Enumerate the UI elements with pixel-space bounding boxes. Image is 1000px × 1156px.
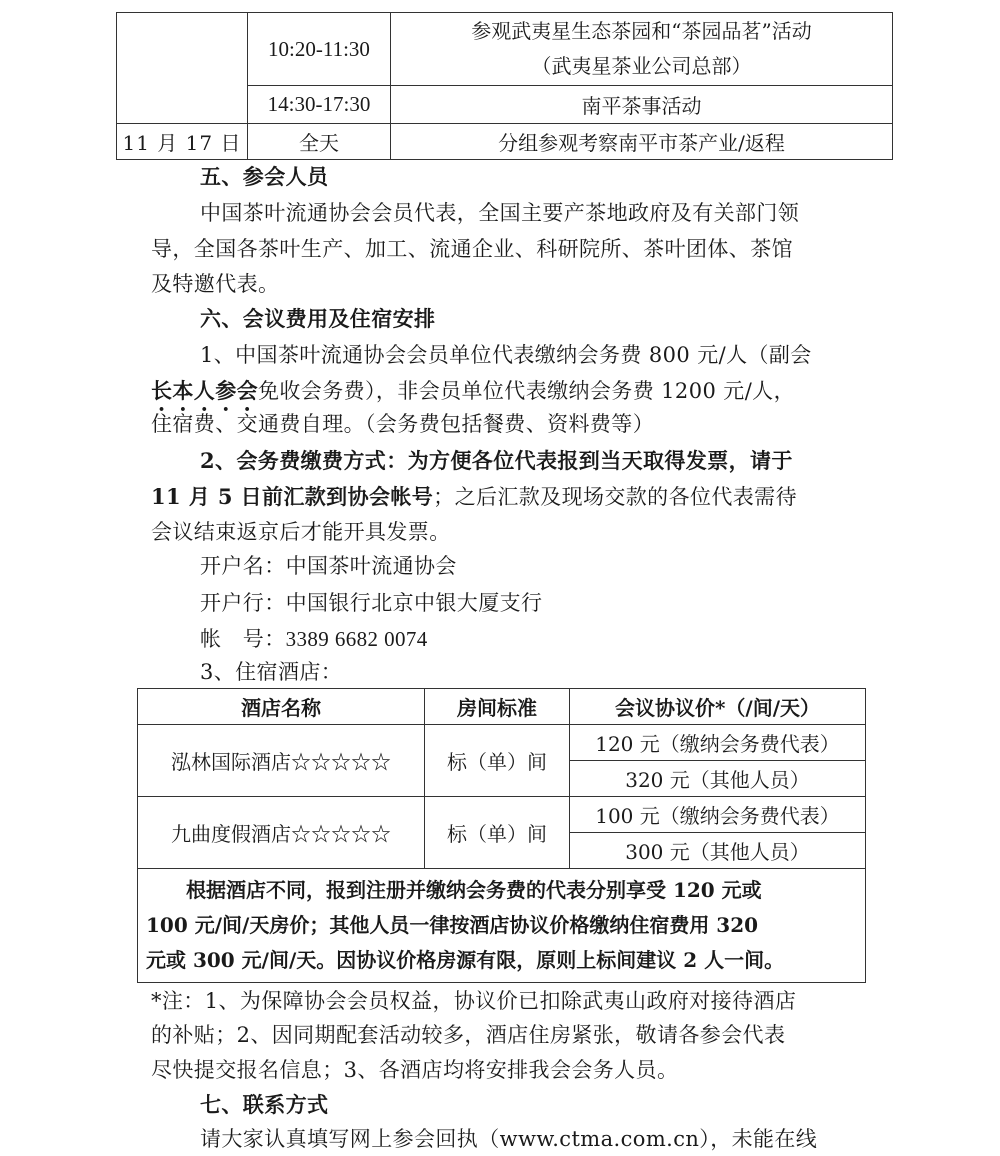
schedule-date-cell: 11 月 17 日 <box>117 124 248 160</box>
deadline-text: 11 月 5 日前汇款到协会帐号 <box>151 484 434 509</box>
footnote-line: *注：1、为保障协会会员权益，协议价已扣除武夷山政府对接待酒店 <box>151 989 797 1013</box>
schedule-time-cell: 14:30-17:30 <box>248 86 391 124</box>
column-header: 会议协议价*（/间/天） <box>570 689 866 725</box>
price-cell: 300 元（其他人员） <box>570 833 866 869</box>
table-row <box>117 124 893 160</box>
hotel-note-line: 100 元/间/天房价；其他人员一律按酒店协议价格缴纳住宿费用 320 <box>146 913 759 937</box>
column-header: 酒店名称 <box>138 689 425 725</box>
fee-item1-line: 住宿费、交通费自理。（会务费包括餐费、资料费等） <box>151 412 655 436</box>
fee-item2-line: 会议结束返京后才能开具发票。 <box>151 520 451 544</box>
room-type-cell: 标（单）间 <box>425 725 570 797</box>
schedule-time-cell: 10:20-11:30 <box>248 13 391 86</box>
column-header: 房间标准 <box>425 689 570 725</box>
section5-text-line: 中国茶叶流通协会会员代表，全国主要产茶地政府及有关部门领 <box>200 201 800 225</box>
schedule-time-cell: 全天 <box>248 124 391 160</box>
account-name-line: 开户名：中国茶叶流通协会 <box>200 554 457 578</box>
hotel-name: 九曲度假酒店 <box>171 822 291 846</box>
table-header-row <box>138 689 866 725</box>
fee-item2-rest: ；之后汇款及现场交款的各位代表需待 <box>433 485 797 509</box>
hotel-name-cell <box>138 797 425 869</box>
star-rating-icon: ☆☆☆☆☆ <box>291 822 391 846</box>
account-number-label: 帐 号： <box>200 627 286 651</box>
schedule-table <box>116 12 893 160</box>
section7-heading: 七、联系方式 <box>200 1092 329 1117</box>
footnote-line: 尽快提交报名信息；3、各酒店均将安排我会会务人员。 <box>151 1058 679 1082</box>
section7-text-line: 请大家认真填写网上参会回执（www.ctma.com.cn），未能在线 <box>200 1127 818 1151</box>
section5-text-line: 导，全国各茶叶生产、加工、流通企业、科研院所、茶叶团体、茶馆 <box>151 237 793 261</box>
hotel-item-line: 3、住宿酒店： <box>200 660 343 684</box>
section5-text-line: 及特邀代表。 <box>151 272 280 296</box>
section5-heading: 五、参会人员 <box>200 164 329 189</box>
hotel-name: 泓林国际酒店 <box>171 750 291 774</box>
fee-item2-line: 2、会务费缴费方式：为方便各位代表报到当天取得发票，请于 <box>200 448 793 473</box>
fee-item2-line <box>151 480 797 514</box>
footnote-line: 的补贴；2、因同期配套活动较多，酒店住房紧张，敬请各参会代表 <box>151 1023 786 1047</box>
fee-item1-line: 1、中国茶叶流通协会会员单位代表缴纳会务费 800 元/人（副会 <box>200 343 812 367</box>
price-cell: 320 元（其他人员） <box>570 761 866 797</box>
account-number-line <box>200 622 428 656</box>
table-row <box>138 869 866 983</box>
fee-item1-rest: 免收会务费），非会员单位代表缴纳会务费 1200 元/人， <box>258 379 795 403</box>
hotel-note-cell <box>138 869 866 983</box>
price-cell: 100 元（缴纳会务费代表） <box>570 797 866 833</box>
table-row <box>117 13 893 86</box>
room-type-cell: 标（单）间 <box>425 797 570 869</box>
schedule-activity-cell: 分组参观考察南平市茶产业/返程 <box>391 124 893 160</box>
schedule-activity-cell <box>391 13 893 86</box>
emphasis-text: 长本人参会 <box>151 378 258 403</box>
table-row <box>138 797 866 833</box>
account-number: 3389 6682 0074 <box>285 627 428 651</box>
hotel-note-line: 根据酒店不同，报到注册并缴纳会务费的代表分别享受 120 元或 <box>186 878 762 902</box>
schedule-date-cell <box>117 13 248 124</box>
hotel-table <box>137 688 866 983</box>
hotel-note-line: 元或 300 元/间/天。因协议价格房源有限，原则上标间建议 2 人一间。 <box>146 948 785 972</box>
section6-heading: 六、会议费用及住宿安排 <box>200 306 436 331</box>
price-cell: 120 元（缴纳会务费代表） <box>570 725 866 761</box>
account-bank-line: 开户行：中国银行北京中银大厦支行 <box>200 591 543 615</box>
table-row <box>138 725 866 761</box>
star-rating-icon: ☆☆☆☆☆ <box>291 750 391 774</box>
activity-line: （武夷星茶业公司总部） <box>531 54 752 78</box>
activity-line: 参观武夷星生态茶园和“茶园品茗”活动 <box>471 19 812 43</box>
hotel-name-cell <box>138 725 425 797</box>
schedule-activity-cell: 南平茶事活动 <box>391 86 893 124</box>
